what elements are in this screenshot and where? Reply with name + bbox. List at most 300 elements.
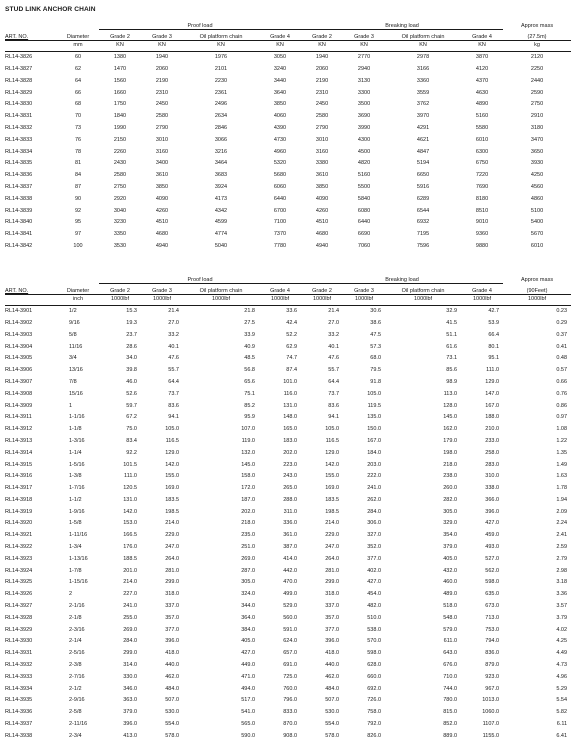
data-cell: 223.0	[283, 461, 298, 468]
data-cell: 162.0	[443, 426, 458, 433]
data-cell: 427.0	[367, 579, 382, 586]
column-header: Grade 2	[301, 30, 343, 41]
data-cell: 3683	[214, 172, 228, 179]
column-header: Grade 4	[259, 30, 301, 41]
data-cell: 15/16	[69, 390, 83, 397]
data-cell: 5194	[416, 160, 430, 167]
data-cell: 405.0	[241, 638, 255, 645]
table-row	[5, 389, 571, 401]
data-cell: 142.0	[165, 461, 179, 468]
data-cell: 1750	[113, 101, 127, 108]
unit-cell: KN	[99, 41, 141, 52]
data-cell: 7100	[273, 219, 287, 226]
data-cell: 337.0	[325, 603, 340, 610]
article-number: RL14-3938	[5, 732, 33, 739]
table-row	[5, 625, 571, 637]
data-cell: 52.6	[126, 390, 137, 397]
article-number: RL14-3827	[5, 65, 33, 72]
article-number: RL14-3837	[5, 183, 33, 190]
data-cell: 2-1/4	[69, 638, 82, 645]
data-cell: 6300	[475, 148, 489, 155]
table-row	[5, 672, 571, 684]
data-cell: 167.0	[367, 437, 382, 444]
imperial-chain-table	[5, 272, 571, 742]
data-cell: 47.5	[370, 331, 382, 338]
table-row	[5, 412, 571, 424]
article-number: RL14-3935	[5, 697, 33, 704]
data-cell: 202.0	[241, 508, 255, 515]
table-row	[5, 353, 571, 365]
unit-cell: 1000lbf	[183, 295, 259, 306]
data-cell: 2-1/2	[69, 685, 82, 692]
article-number: RL14-3916	[5, 473, 33, 480]
data-cell: 2846	[214, 124, 228, 131]
data-cell: 3640	[273, 89, 287, 96]
data-cell: 1060.0	[482, 709, 500, 716]
article-number: RL14-3915	[5, 461, 33, 468]
data-cell: 1.22	[556, 437, 568, 444]
data-cell: 33.6	[286, 308, 298, 315]
data-cell: 2060	[155, 65, 169, 72]
data-cell: 1560	[113, 77, 127, 84]
data-cell: 4342	[214, 207, 228, 214]
column-header: Grade 2	[99, 284, 141, 295]
data-cell: 3130	[357, 77, 371, 84]
data-cell: 3924	[214, 183, 228, 190]
data-cell: 95	[74, 219, 82, 226]
data-cell: 238.0	[443, 473, 458, 480]
data-cell: 75.0	[126, 426, 137, 433]
data-cell: 3970	[416, 113, 430, 120]
data-cell: 402.0	[367, 567, 382, 574]
data-cell: 28.6	[126, 343, 137, 350]
data-cell: 116.5	[165, 437, 179, 444]
data-cell: 2-1/8	[69, 614, 82, 621]
data-cell: 4250	[530, 172, 544, 179]
data-cell: 2101	[214, 65, 228, 72]
column-header: Grade 3	[141, 30, 183, 41]
data-cell: 1-1/2	[69, 496, 82, 503]
article-number: RL14-3917	[5, 485, 33, 492]
data-cell: 21.4	[168, 308, 179, 315]
data-cell: 188.5	[123, 555, 137, 562]
article-number: RL14-3919	[5, 508, 33, 515]
data-cell: 3010	[315, 136, 329, 143]
data-cell: 598.0	[485, 579, 500, 586]
data-cell: 4860	[530, 195, 544, 202]
column-header: ART. NO.	[5, 284, 57, 295]
data-cell: 354.0	[443, 532, 458, 539]
article-number: RL14-3921	[5, 532, 33, 539]
table-row	[5, 170, 571, 182]
data-cell: 79.5	[370, 367, 382, 374]
article-number: RL14-3833	[5, 136, 33, 143]
article-number: RL14-3828	[5, 77, 33, 84]
data-cell: 0.48	[556, 355, 568, 362]
data-cell: 11/16	[69, 343, 83, 350]
data-cell: 4630	[475, 89, 489, 96]
data-cell: 2250	[530, 65, 544, 72]
data-cell: 2440	[530, 77, 544, 84]
data-cell: 3470	[530, 136, 544, 143]
data-cell: 5320	[273, 160, 287, 167]
table-row	[5, 111, 571, 123]
data-cell: 2750	[530, 101, 544, 108]
data-cell: 725.0	[283, 673, 298, 680]
table-row	[5, 182, 571, 194]
data-cell: 6544	[416, 207, 430, 214]
data-cell: 158.0	[241, 473, 255, 480]
unit-cell: mm	[57, 41, 99, 52]
data-cell: 4621	[416, 136, 430, 143]
data-cell: 241.0	[367, 485, 382, 492]
data-cell: 65.6	[244, 378, 255, 385]
data-cell: 2.41	[556, 532, 568, 539]
data-cell: 3870	[475, 54, 489, 61]
column-header: (27.5m)	[503, 30, 571, 41]
data-cell: 145.0	[241, 461, 255, 468]
data-cell: 2770	[357, 54, 371, 61]
data-cell: 3850	[315, 183, 329, 190]
article-number: RL14-3926	[5, 591, 33, 598]
data-cell: 2-7/16	[69, 673, 85, 680]
unit-cell: kg	[503, 41, 571, 52]
data-cell: 1-5/8	[69, 520, 82, 527]
data-cell: 3990	[357, 124, 371, 131]
article-number: RL14-3936	[5, 709, 33, 716]
data-cell: 4560	[530, 183, 544, 190]
data-cell: 753.0	[485, 626, 500, 633]
data-cell: 299.0	[325, 579, 340, 586]
data-cell: 1/2	[69, 308, 77, 315]
data-cell: 499.0	[283, 591, 298, 598]
article-number: RL14-3905	[5, 355, 33, 362]
data-cell: 908.0	[283, 732, 298, 739]
unit-cell: 1000lbf	[461, 295, 503, 306]
data-cell: 4.02	[556, 626, 568, 633]
article-number: RL14-3906	[5, 367, 33, 374]
data-cell: 3380	[315, 160, 329, 167]
data-cell: 2.24	[556, 520, 568, 527]
data-cell: 4291	[416, 124, 430, 131]
data-cell: 4.73	[556, 662, 568, 669]
data-cell: 83.6	[328, 402, 340, 409]
data-cell: 3610	[155, 172, 169, 179]
table-row	[5, 660, 571, 672]
data-cell: 3400	[155, 160, 169, 167]
data-cell: 2-9/16	[69, 697, 85, 704]
data-cell: 2-3/16	[69, 626, 85, 633]
data-cell: 2580	[315, 113, 329, 120]
table-row	[5, 158, 571, 170]
unit-cell: 1000lbf	[141, 295, 183, 306]
data-cell: 210.0	[485, 426, 500, 433]
data-cell: 427.0	[485, 520, 500, 527]
data-cell: 889.0	[443, 732, 458, 739]
data-cell: 0.37	[556, 331, 568, 338]
data-cell: 111.0	[124, 473, 137, 480]
data-cell: 3/4	[69, 355, 77, 362]
data-cell: 6010	[530, 242, 544, 249]
data-cell: 676.0	[443, 662, 458, 669]
data-cell: 247.0	[165, 544, 179, 551]
table-row	[5, 318, 571, 330]
data-cell: 578.0	[165, 732, 179, 739]
data-cell: 119.0	[241, 437, 255, 444]
data-cell: 1-7/8	[69, 567, 82, 574]
data-cell: 4090	[315, 195, 329, 202]
data-cell: 47.6	[168, 355, 179, 362]
data-cell: 833.0	[283, 709, 298, 716]
data-cell: 0.86	[556, 402, 568, 409]
unit-cell	[5, 295, 57, 306]
data-cell: 78	[74, 148, 82, 155]
data-cell: 169.0	[165, 485, 179, 492]
data-cell: 42.4	[286, 319, 298, 326]
data-cell: 440.0	[165, 662, 179, 669]
data-cell: 459.0	[485, 532, 500, 539]
data-cell: 68.0	[370, 355, 382, 362]
data-cell: 442.0	[283, 567, 298, 574]
table-row	[5, 341, 571, 353]
data-cell: 0.57	[556, 367, 568, 374]
column-header: Grade 4	[461, 284, 503, 295]
data-cell: 590.0	[241, 732, 255, 739]
data-cell: 5.29	[556, 685, 568, 692]
data-cell: 923.0	[485, 673, 500, 680]
data-cell: 281.0	[325, 567, 340, 574]
data-cell: 23.7	[126, 331, 137, 338]
data-cell: 470.0	[283, 579, 298, 586]
data-cell: 98.9	[446, 378, 458, 385]
data-cell: 3500	[357, 101, 371, 108]
data-cell: 229.0	[165, 532, 179, 539]
article-number: RL14-3838	[5, 195, 33, 202]
article-number: RL14-3841	[5, 231, 33, 238]
data-cell: 4390	[273, 124, 287, 131]
data-cell: 73	[74, 124, 82, 131]
table-row	[5, 377, 571, 389]
article-number: RL14-3834	[5, 148, 33, 155]
data-cell: 305.0	[241, 579, 255, 586]
data-cell: 91.8	[370, 378, 382, 385]
data-cell: 214.0	[165, 520, 179, 527]
data-cell: 311.0	[283, 508, 298, 515]
data-cell: 3650	[530, 148, 544, 155]
data-cell: 2150	[113, 136, 127, 143]
column-header: Diameter	[57, 284, 99, 295]
table-row	[5, 707, 571, 719]
data-cell: 94.1	[328, 414, 340, 421]
data-cell: 60	[74, 54, 82, 61]
table-row	[5, 530, 571, 542]
data-cell: 643.0	[443, 650, 458, 657]
data-cell: 3.79	[556, 614, 568, 621]
data-cell: 5916	[416, 183, 430, 190]
data-cell: 562.0	[485, 567, 500, 574]
data-cell: 2.98	[556, 567, 568, 574]
data-cell: 75.1	[244, 390, 255, 397]
data-cell: 167.0	[485, 402, 500, 409]
data-cell: 8180	[475, 195, 489, 202]
data-cell: 1.49	[556, 461, 568, 468]
data-cell: 6060	[273, 183, 287, 190]
data-cell: 3464	[214, 160, 228, 167]
data-cell: 0.76	[556, 390, 568, 397]
unit-cell: KN	[301, 41, 343, 52]
data-cell: 691.0	[283, 662, 298, 669]
units-row	[5, 295, 571, 306]
article-number: RL14-3932	[5, 662, 33, 669]
data-cell: 1-1/8	[69, 426, 82, 433]
proof-load-group: Proof load	[99, 18, 301, 30]
data-cell: 628.0	[367, 662, 382, 669]
data-cell: 4060	[273, 113, 287, 120]
data-cell: 40.1	[168, 343, 179, 350]
data-cell: 624.0	[283, 638, 298, 645]
data-cell: 530.0	[165, 709, 179, 716]
unit-cell: 1000lbf	[259, 295, 301, 306]
data-cell: 6010	[475, 136, 489, 143]
data-cell: 7060	[357, 242, 371, 249]
data-cell: 269.0	[241, 555, 255, 562]
empty-cell	[57, 272, 99, 284]
empty-cell	[57, 18, 99, 30]
data-cell: 3010	[155, 136, 169, 143]
data-cell: 0.66	[556, 378, 568, 385]
table-row	[5, 400, 571, 412]
data-cell: 3040	[113, 207, 127, 214]
unit-cell: KN	[141, 41, 183, 52]
data-cell: 4260	[155, 207, 169, 214]
data-cell: 0.29	[556, 319, 568, 326]
data-cell: 489.0	[443, 591, 458, 598]
data-cell: 507.0	[165, 697, 179, 704]
data-cell: 218.0	[241, 520, 255, 527]
data-cell: 46.0	[126, 378, 137, 385]
data-cell: 4890	[475, 101, 489, 108]
data-cell: 55.7	[168, 367, 179, 374]
data-cell: 4940	[315, 242, 329, 249]
data-cell: 5/8	[69, 331, 77, 338]
unit-cell: 1000lbf	[503, 295, 571, 306]
data-cell: 418.0	[325, 650, 340, 657]
data-cell: 726.0	[367, 697, 382, 704]
data-cell: 113.0	[443, 390, 458, 397]
data-cell: 97	[74, 231, 82, 238]
data-cell: 2430	[113, 160, 127, 167]
article-number: RL14-3928	[5, 614, 33, 621]
data-cell: 3240	[273, 65, 287, 72]
data-cell: 713.0	[485, 614, 500, 621]
table-row	[5, 507, 571, 519]
data-cell: 336.0	[283, 520, 298, 527]
data-cell: 2910	[530, 113, 544, 120]
data-cell: 229.0	[325, 532, 340, 539]
data-cell: 338.0	[485, 485, 500, 492]
data-cell: 105.0	[165, 426, 179, 433]
unit-cell: inch	[57, 295, 99, 306]
data-cell: 518.0	[443, 603, 458, 610]
article-number: RL14-3909	[5, 402, 33, 409]
column-header: Grade 2	[99, 30, 141, 41]
data-cell: 2978	[416, 54, 430, 61]
data-cell: 517.0	[241, 697, 255, 704]
data-cell: 111.0	[486, 367, 500, 374]
data-cell: 73.7	[328, 390, 340, 397]
article-number: RL14-3907	[5, 378, 33, 385]
table-row	[5, 64, 571, 76]
data-cell: 32.9	[446, 308, 458, 315]
table-row	[5, 495, 571, 507]
data-cell: 432.0	[443, 567, 458, 574]
data-cell: 55.7	[328, 367, 340, 374]
data-cell: 405.0	[443, 555, 458, 562]
data-cell: 3.36	[556, 591, 568, 598]
data-cell: 4370	[475, 77, 489, 84]
data-cell: 5160	[475, 113, 489, 120]
column-header: Oil platform chain	[183, 30, 259, 41]
data-cell: 42.7	[488, 308, 500, 315]
data-cell: 2190	[315, 77, 329, 84]
data-cell: 510.0	[367, 614, 382, 621]
data-cell: 262.0	[367, 496, 382, 503]
data-cell: 214.0	[123, 579, 137, 586]
data-cell: 7/8	[69, 378, 77, 385]
data-cell: 84	[74, 172, 82, 179]
data-cell: 233.0	[485, 437, 500, 444]
data-cell: 260.0	[443, 485, 458, 492]
data-cell: 1107.0	[482, 721, 500, 728]
article-number: RL14-3933	[5, 673, 33, 680]
data-cell: 5.54	[556, 697, 568, 704]
data-cell: 324.0	[241, 591, 255, 598]
table-row	[5, 684, 571, 696]
data-cell: 554.0	[325, 721, 340, 728]
data-cell: 427.0	[241, 650, 255, 657]
data-cell: 2	[69, 591, 73, 598]
data-cell: 462.0	[165, 673, 179, 680]
data-cell: 6690	[357, 231, 371, 238]
data-cell: 6440	[357, 219, 371, 226]
data-cell: 780.0	[443, 697, 458, 704]
unit-cell: 1000lbf	[99, 295, 141, 306]
data-cell: 377.0	[367, 555, 382, 562]
article-number: RL14-3829	[5, 89, 33, 96]
data-cell: 454.0	[367, 591, 382, 598]
data-cell: 3610	[315, 172, 329, 179]
data-cell: 792.0	[367, 721, 382, 728]
data-cell: 327.0	[367, 532, 382, 539]
data-cell: 836.0	[485, 650, 500, 657]
data-cell: 61.6	[446, 343, 458, 350]
table-row	[5, 731, 571, 743]
proof-load-group: Proof load	[99, 272, 301, 284]
data-cell: 352.0	[367, 544, 382, 551]
data-cell: 449.0	[241, 662, 255, 669]
table-row	[5, 205, 571, 217]
data-cell: 251.0	[241, 544, 255, 551]
data-cell: 41.5	[446, 319, 458, 326]
data-cell: 299.0	[165, 579, 179, 586]
data-cell: 3930	[530, 160, 544, 167]
data-cell: 9010	[475, 219, 489, 226]
column-header: Oil platform chain	[385, 284, 461, 295]
data-cell: 283.0	[485, 461, 500, 468]
data-cell: 361.0	[283, 532, 298, 539]
data-cell: 1-15/16	[69, 579, 88, 586]
data-cell: 4173	[214, 195, 228, 202]
